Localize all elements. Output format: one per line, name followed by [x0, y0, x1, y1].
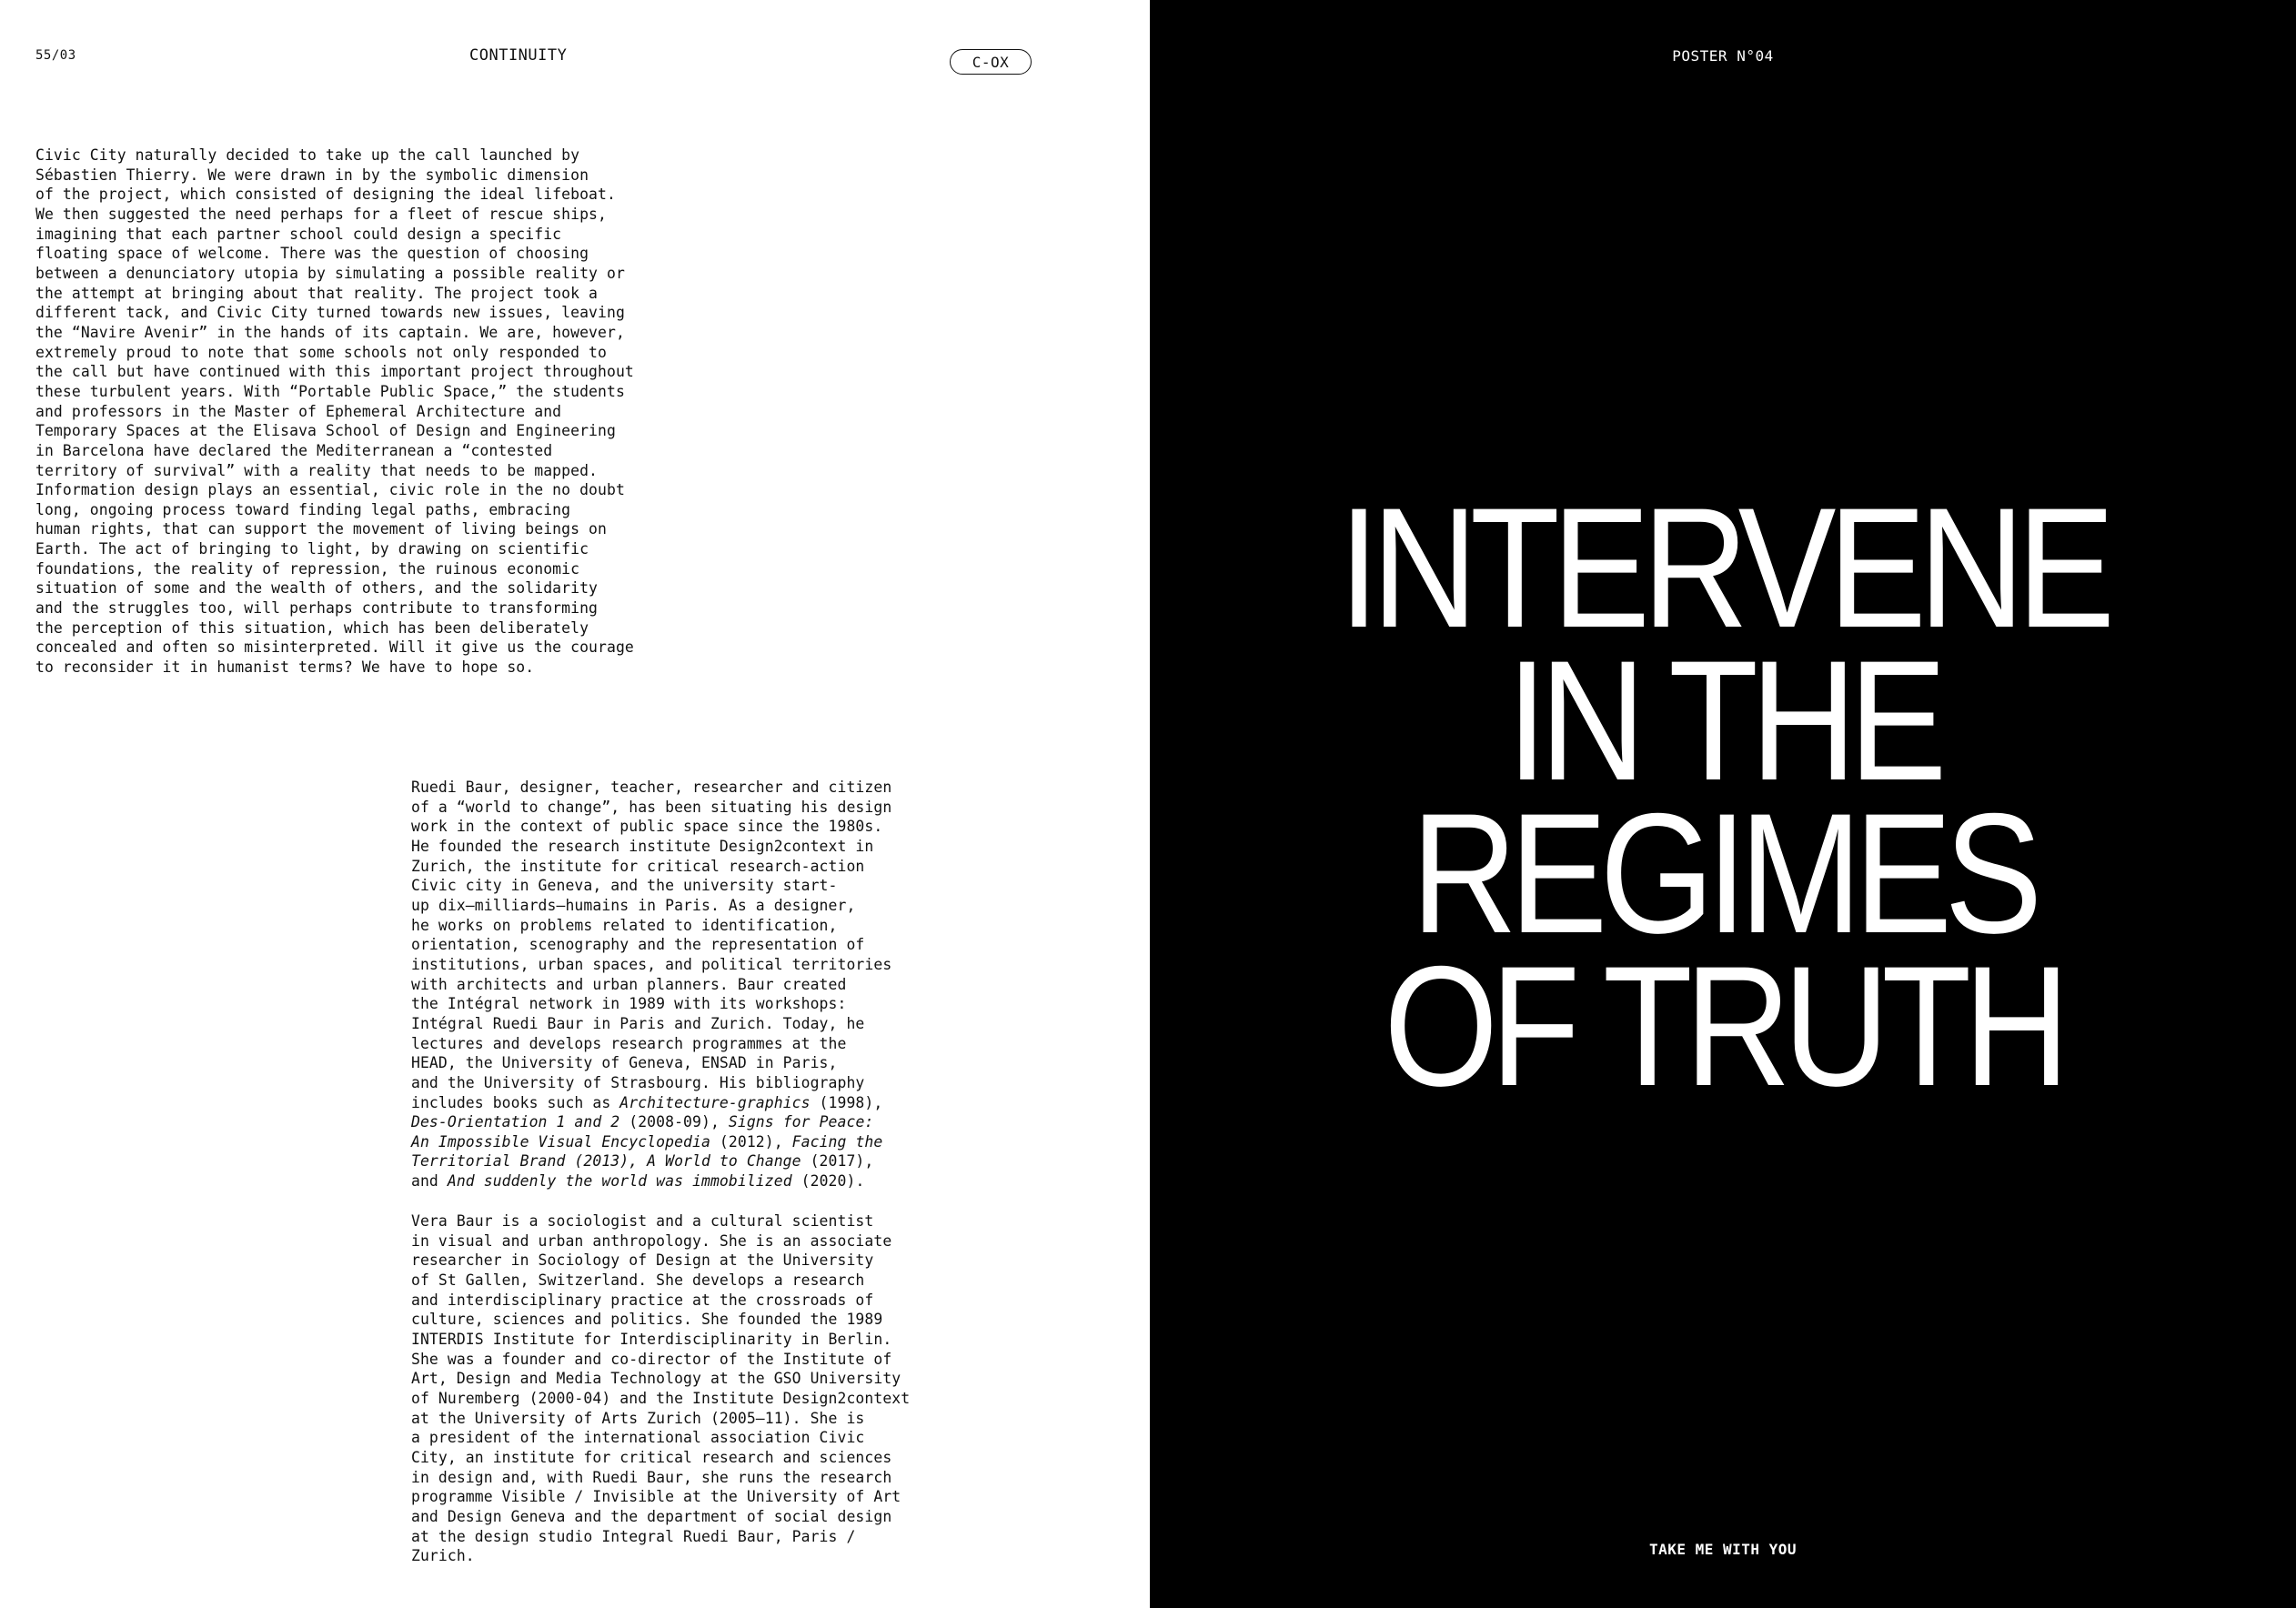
page-folio: 55/03 [35, 48, 76, 63]
bio-line: Vera Baur is a sociologist and a cultural scientist [411, 1212, 874, 1230]
bio-text: (2012), [710, 1132, 792, 1151]
poster-number-label: POSTER N°04 [1672, 47, 1774, 65]
book-title: Territorial Brand (2013), A World to Change [411, 1152, 801, 1171]
book-title: An Impossible Visual Encyclopedia [411, 1132, 710, 1151]
bio-line: in visual and urban anthropology. She is an associate [411, 1231, 892, 1250]
bio-line: orientation, scenography and the representation of [411, 936, 865, 954]
bio-line [411, 1094, 882, 1111]
bio-line [411, 1172, 864, 1190]
bio-line: Zurich. [411, 1547, 475, 1565]
book-title: Des-Orientation 1 and 2 [411, 1113, 620, 1131]
bio-line: in design and, with Ruedi Baur, she runs the research [411, 1468, 892, 1486]
essay-line: foundations, the reality of repression, the ruinous economic [35, 559, 580, 578]
headline-line: OF TRUTH [1384, 930, 2062, 1121]
bio-text: and [411, 1172, 448, 1191]
essay-line: and the struggles too, will perhaps contribute to transforming [35, 599, 599, 618]
essay-line: different tack, and Civic City turned towards new issues, leaving [35, 304, 625, 322]
book-title: Facing the [791, 1132, 883, 1151]
bio-line [411, 1152, 873, 1170]
take-me-with-you-link[interactable]: TAKE ME WITH YOU [1648, 1541, 1798, 1558]
c-ox-tag-button[interactable]: C-OX [950, 49, 1032, 75]
bio-line: the Intégral network in 1989 with its workshops: [411, 995, 847, 1013]
bio-line: at the University of Arts Zurich (2005–11). She is [411, 1409, 865, 1427]
bio-line [411, 1113, 873, 1131]
bio-line: at the design studio Integral Ruedi Baur, Paris / [411, 1527, 856, 1545]
essay-line: of the project, which consisted of designing the ideal lifeboat. [35, 186, 616, 204]
essay-line: the call but have continued with this important project throughout [35, 363, 634, 381]
essay-line: situation of some and the wealth of others, and the solidarity [35, 579, 599, 598]
bio-line: Intégral Ruedi Baur in Paris and Zurich. Today, he [411, 1014, 865, 1032]
essay-line: the “Navire Avenir” in the hands of its captain. We are, however, [35, 323, 625, 341]
bio-line [411, 1133, 882, 1151]
bio-line: of St Gallen, Switzerland. She develops a research [411, 1271, 865, 1289]
essay-line: We then suggested the need perhaps for a fleet of rescue ships, [35, 205, 607, 223]
essay-line: Civic City naturally decided to take up the call launched by [35, 146, 580, 164]
book-title: Signs for Peace: [728, 1113, 874, 1131]
bio-line: researcher in Sociology of Design at the University [411, 1251, 874, 1270]
essay-line: in Barcelona have declared the Mediterranean a “contested [35, 441, 553, 459]
essay-line: Temporary Spaces at the Elisava School of Design and Engineering [35, 422, 616, 440]
poster-page [1150, 0, 2296, 1608]
essay-line: long, ongoing process toward finding legal paths, embracing [35, 500, 571, 518]
essay-line: human rights, that can support the movement of living beings on [35, 520, 607, 538]
section-title: CONTINUITY [469, 46, 568, 65]
bio-line: of Nuremberg (2000-04) and the Institute Design2context [411, 1389, 911, 1407]
bio-line: institutions, urban spaces, and political territories [411, 955, 892, 973]
headline-line: INTERVENE [1338, 472, 2108, 663]
bio-line: City, an institute for critical research and sciences [411, 1448, 892, 1466]
bio-line: and interdisciplinary practice at the crossroads of [411, 1291, 874, 1309]
bio-text: (2020). [791, 1172, 865, 1191]
bio-line: HEAD, the University of Geneva, ENSAD in Paris, [411, 1054, 838, 1072]
bio-line: Zurich, the institute for critical research-action [411, 857, 865, 875]
essay-line: and professors in the Master of Ephemeral Architecture and [35, 402, 562, 420]
bio-text: (1998), [810, 1093, 883, 1111]
essay-line: Earth. The act of bringing to light, by drawing on scientific [35, 540, 589, 558]
bio-line: INTERDIS Institute for Interdisciplinarity in Berlin. [411, 1330, 892, 1348]
book-title: Architecture-graphics [619, 1093, 811, 1111]
essay-line: imagining that each partner school could design a specific [35, 225, 562, 243]
bio-text: (2017), [801, 1152, 874, 1171]
bio-line: Art, Design and Media Technology at the GSO University [411, 1370, 901, 1388]
bio-line: Civic city in Geneva, and the university start- [411, 877, 838, 895]
essay-line: extremely proud to note that some schools not only responded to [35, 343, 607, 361]
essay-line: territory of survival” with a reality that needs to be mapped. [35, 461, 599, 479]
bio-vera-baur [411, 1211, 910, 1566]
bio-line: and the University of Strasbourg. His bibliography [411, 1073, 865, 1091]
essay-line: these turbulent years. With “Portable Public Space,” the students [35, 382, 625, 400]
bio-line: and Design Geneva and the department of social design [411, 1507, 892, 1525]
bio-line: programme Visible / Invisible at the University of Art [411, 1488, 901, 1506]
bio-line: with architects and urban planners. Baur created [411, 975, 847, 993]
bio-line: Ruedi Baur, designer, teacher, researcher and citizen [411, 779, 892, 796]
bio-ruedi-baur [411, 778, 891, 1191]
headline-line: IN THE [1506, 625, 1939, 816]
essay-line: the attempt at bringing about that reality. The project took a [35, 284, 599, 302]
bio-line: He founded the research institute Design2context in [411, 837, 874, 855]
bio-line: up dix–milliards–humains in Paris. As a designer, [411, 896, 856, 914]
essay-line: Information design plays an essential, civic role in the no doubt [35, 481, 625, 499]
bio-line: lectures and develops research programmes at the [411, 1034, 847, 1052]
bio-line: She was a founder and co-director of the Institute of [411, 1350, 892, 1368]
essay-line: concealed and often so misinterpreted. Will it give us the courage [35, 638, 634, 657]
book-title: And suddenly the world was immobilized [447, 1172, 792, 1191]
essay-line: the perception of this situation, which has been deliberately [35, 618, 589, 637]
bio-line: culture, sciences and politics. She founded the 1989 [411, 1311, 883, 1329]
bio-text: includes books such as [411, 1093, 620, 1111]
bio-line: of a “world to change”, has been situating his design [411, 798, 892, 816]
headline-line: REGIMES [1411, 778, 2035, 969]
bio-text: (2008-09), [619, 1113, 729, 1131]
bio-line: a president of the international association Civic [411, 1429, 865, 1447]
essay-line: floating space of welcome. There was the question of choosing [35, 245, 589, 263]
essay-text [35, 146, 634, 678]
poster-headline [1230, 472, 2216, 1121]
essay-line: to reconsider it in humanist terms? We have to hope so. [35, 658, 535, 677]
bio-line: he works on problems related to identification, [411, 916, 838, 934]
essay-line: Sébastien Thierry. We were drawn in by the symbolic dimension [35, 166, 589, 184]
bio-line: work in the context of public space since the 1980s. [411, 818, 883, 836]
essay-line: between a denunciatory utopia by simulating a possible reality or [35, 264, 625, 282]
